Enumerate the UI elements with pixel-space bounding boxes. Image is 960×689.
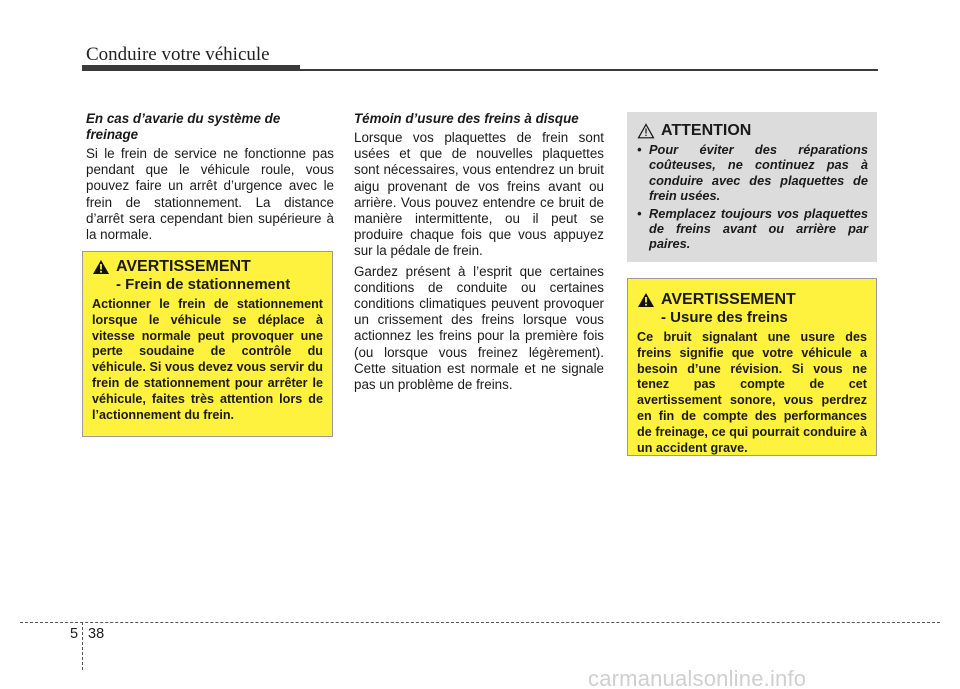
header-rule-thin bbox=[300, 69, 878, 71]
middle-column bbox=[354, 111, 604, 397]
section-heading-brake-wear: Témoin d’usure des freins à disque bbox=[354, 111, 579, 126]
footer-divider bbox=[82, 622, 83, 670]
attention-item: • Remplacez toujours vos plaquettes de freins avant ou arrière par paires. bbox=[637, 205, 868, 252]
paragraph-brake-failure: Si le frein de service ne fonctionne pas pendant que le véhicule roule, vous pouvez faire un arrêt d’urgence avec le frein de stationnement. La distance d’arrêt sera cependant bien supérieure à la normale. bbox=[86, 146, 334, 243]
warning-title: AVERTISSEMENT bbox=[661, 291, 796, 308]
warning-box-parking-brake bbox=[82, 251, 333, 437]
caution-triangle-icon bbox=[637, 123, 655, 139]
warning-subtitle: - Usure des freins bbox=[661, 309, 788, 326]
attention-list bbox=[637, 142, 868, 252]
left-column bbox=[86, 111, 334, 247]
warning-box-brake-wear bbox=[627, 278, 877, 456]
warning-subtitle: - Frein de stationnement bbox=[116, 276, 291, 293]
warning-body: Ce bruit signalant une usure des freins signifie que votre véhicule a besoin d’une révision. Si vous ne tenez pas compte de cet avertissement sonore, vous perdrez en fin de compte des performances de freinage, ce qui pourrait conduire à un accident grave. bbox=[637, 330, 867, 455]
warning-triangle-icon bbox=[637, 292, 655, 308]
section-number: 5 bbox=[70, 626, 79, 642]
warning-body: Actionner le frein de stationnement lorsque le véhicule se déplace à vitesse normale peut provoquer une perte soudaine de contrôle du véhicule. Si vous devez vous servir du frein de stationnement pour arrêter le véhicule, faites très attention lors de l’actionnement du frein. bbox=[92, 297, 323, 422]
page-title: Conduire votre véhicule bbox=[86, 44, 270, 65]
attention-box bbox=[627, 112, 877, 262]
paragraph-brake-wear-1: Lorsque vos plaquettes de frein sont usées et que de nouvelles plaquettes sont nécessaires, vous entendrez un bruit aigu provenant de vos freins avant ou arrière. Vous pouvez entendre ce bruit de manière intermittente, ou il peut se produire chaque fois que vous appuyez sur la pédale de frein. bbox=[354, 130, 604, 259]
header-rule-thick bbox=[82, 65, 300, 71]
attention-item: • Pour éviter des réparations coûteuses, ne continuez pas à conduire avec des plaquettes de frein usées. bbox=[637, 142, 868, 204]
page-number: 38 bbox=[88, 626, 105, 642]
paragraph-brake-wear-2: Gardez présent à l’esprit que certaines conditions de conduite ou certaines conditions climatiques peuvent provoquer un crissement des freins lorsque vous actionnez les freins pour la première fois (ou lorsque vous freinez légèrement). Cette situation est normale et ne signale pas un problème de freins. bbox=[354, 263, 604, 393]
section-heading-brake-failure: En cas d’avarie du système de freinage bbox=[86, 111, 281, 142]
attention-title: ATTENTION bbox=[661, 122, 752, 139]
warning-title: AVERTISSEMENT bbox=[116, 258, 251, 275]
warning-triangle-icon bbox=[92, 259, 110, 275]
footer-rule bbox=[20, 622, 940, 623]
watermark: carmanualsonline.info bbox=[588, 666, 807, 689]
